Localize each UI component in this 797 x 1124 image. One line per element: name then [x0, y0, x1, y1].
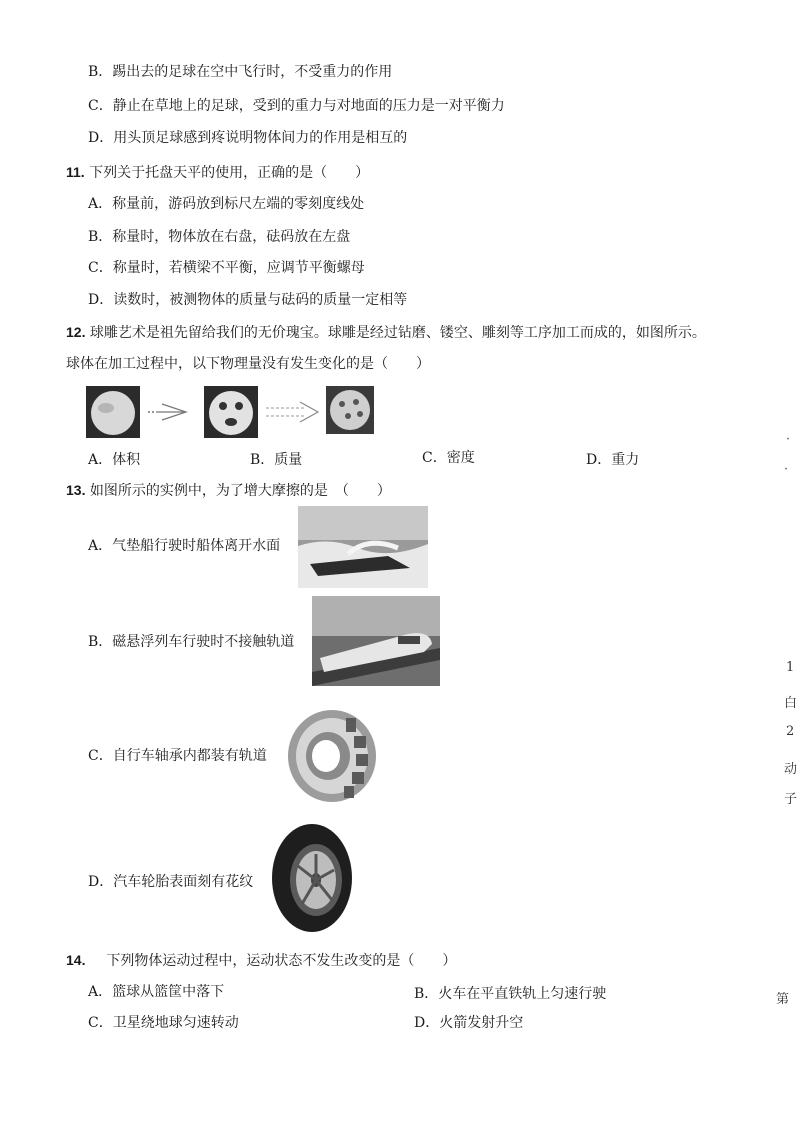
hovercraft-photo	[298, 506, 428, 588]
ball-photo-2	[209, 391, 253, 435]
q11-option-a: A．称量前，游码放到标尺左端的零刻度线处	[88, 196, 365, 212]
q11-stem-line	[66, 162, 369, 183]
q14-stem: 下列物体运动过程中，运动状态不发生改变的是（ ）	[106, 953, 457, 969]
maglev-train-photo	[312, 596, 440, 686]
q11-option-b: B．称量时，物体放在右盘，砝码放在左盘	[88, 229, 351, 245]
q10-option-c: C．静止在草地上的足球，受到的重力与对地面的压力是一对平衡力	[88, 98, 505, 114]
ball-photo-1	[91, 391, 135, 435]
q13-stem: 如图所示的实例中，为了增大摩擦的是 （ ）	[89, 483, 391, 499]
q14-option-c: C．卫星绕地球匀速转动	[88, 1015, 239, 1031]
q12-option-c: C．密度	[422, 450, 475, 466]
q13-stem-line	[66, 480, 391, 501]
edge-glyph-3: 2	[786, 724, 795, 739]
q11-option-d: D．读数时，被测物体的质量与砝码的质量一定相等	[88, 292, 408, 308]
bearing-hole	[312, 740, 340, 772]
q12-number: 12.	[66, 324, 86, 340]
edge-glyph-2: 白	[784, 696, 797, 711]
q12-option-b: B．质量	[250, 452, 303, 468]
edge-glyph-6: 第	[776, 992, 790, 1007]
q13-option-d: D．汽车轮胎表面刻有花纹	[88, 874, 254, 890]
q14-option-a: A．篮球从篮筐中落下	[88, 984, 225, 1000]
q10-option-d: D．用头顶足球感到疼说明物体间力的作用是相互的	[88, 130, 408, 146]
q14-option-b: B．火车在平直铁轨上匀速行驶	[414, 986, 607, 1002]
ball-photo-3	[330, 390, 370, 430]
q14-option-d: D．火箭发射升空	[414, 1015, 524, 1031]
q13-option-a: A．气垫船行驶时船体离开水面	[88, 538, 281, 554]
q11-stem: 下列关于托盘天平的使用，正确的是（ ）	[89, 165, 370, 181]
q13-number: 13.	[66, 482, 86, 498]
bicycle-bearing-photo	[284, 706, 380, 806]
q13-option-c: C．自行车轴承内都装有轨道	[88, 748, 267, 764]
arrow-icon-2	[300, 402, 318, 422]
edge-mark-2: ·	[784, 462, 789, 477]
q12-option-a: A．体积	[88, 452, 141, 468]
q14-stem-line	[66, 950, 456, 971]
q12-stem-2: 球体在加工过程中，以下物理量没有发生变化的是（ ）	[66, 356, 430, 372]
q14-number: 14.	[66, 952, 86, 968]
q12-stem-line1	[66, 322, 706, 343]
q13-option-b: B．磁悬浮列车行驶时不接触轨道	[88, 634, 295, 650]
edge-mark: ·	[786, 432, 791, 447]
q12-stem-1: 球雕艺术是祖先留给我们的无价瑰宝。球雕是经过钻磨、镂空、雕刻等工序加工而成的，如图所示。	[89, 325, 706, 341]
edge-glyph-1: 1	[786, 660, 795, 675]
q10-option-b: B．踢出去的足球在空中飞行时，不受重力的作用	[88, 64, 393, 80]
ball-carving-figure	[86, 386, 386, 442]
q11-number: 11.	[66, 164, 85, 180]
edge-glyph-5: 子	[784, 792, 797, 807]
q11-option-c: C．称量时，若横梁不平衡，应调节平衡螺母	[88, 260, 365, 276]
car-tire-photo	[270, 822, 354, 934]
edge-glyph-4: 动	[784, 762, 797, 777]
q12-option-d: D．重力	[586, 452, 640, 468]
